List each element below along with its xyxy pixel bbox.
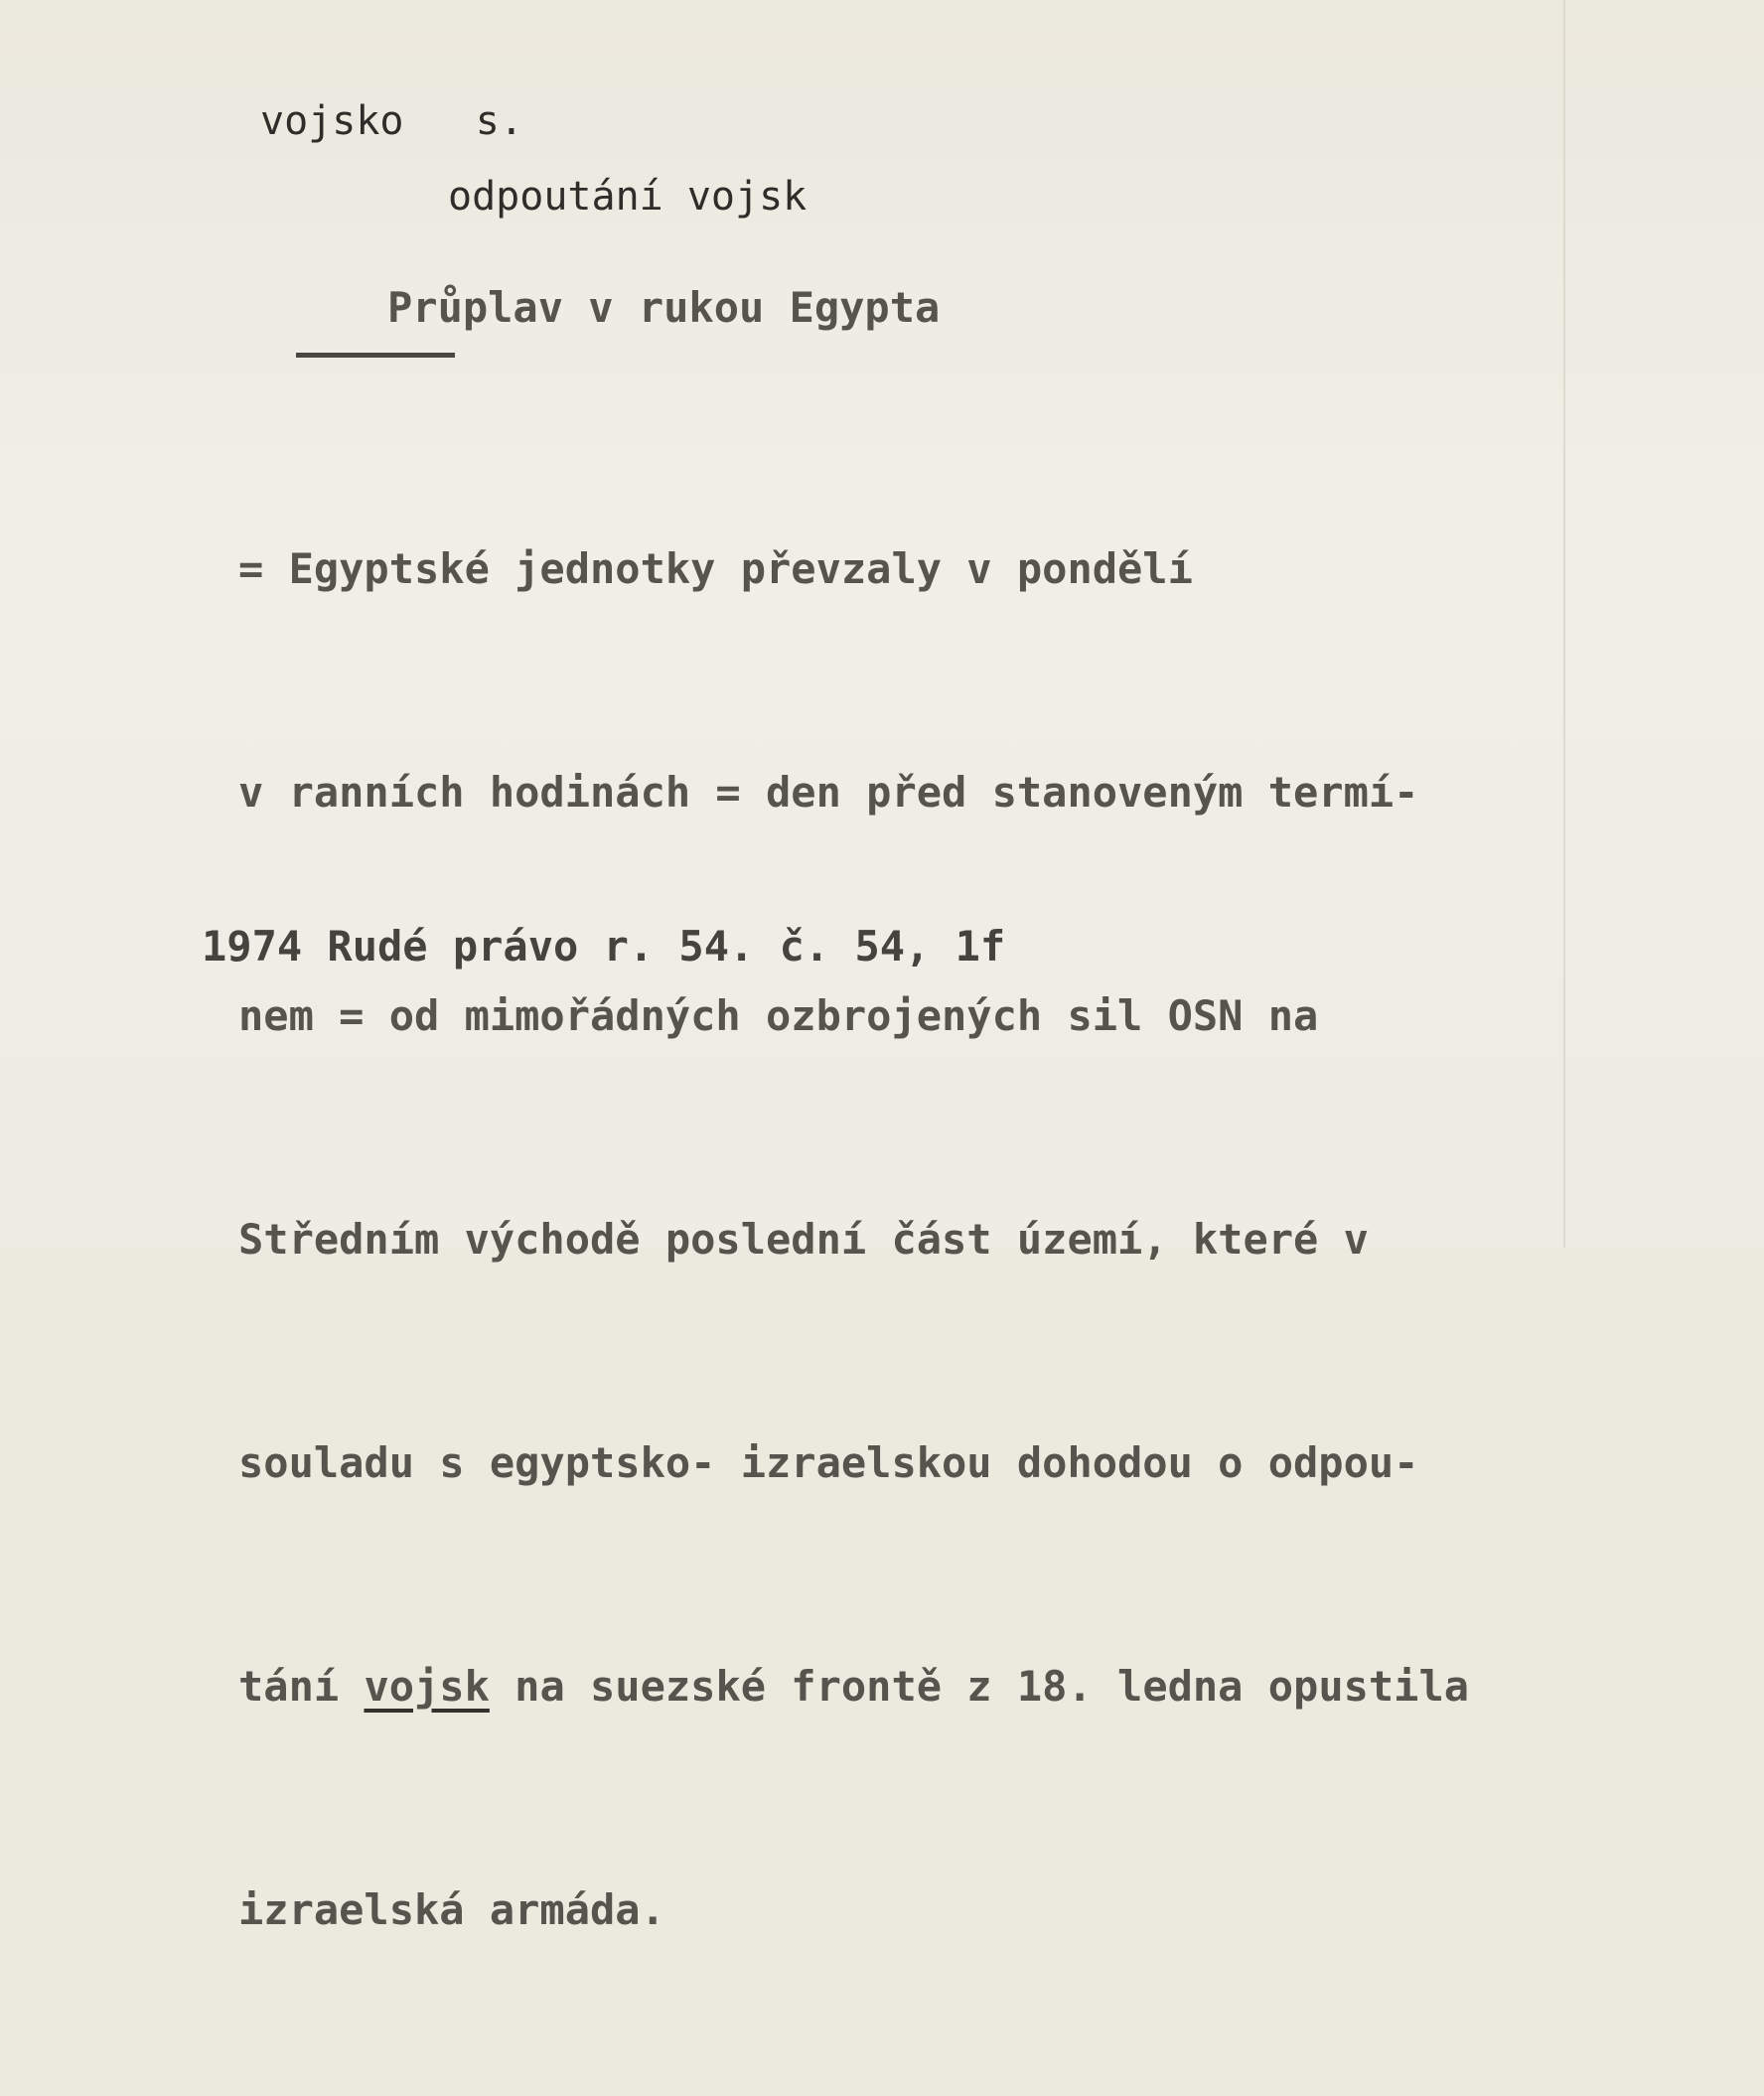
citation-line-1: = Egyptské jednotky převzaly v pondělí (238, 544, 1193, 593)
citation-line-5: souladu s egyptsko- izraelskou dohodou o odpou- (238, 1438, 1419, 1487)
phrase-entry: odpoutání vojsk (448, 174, 808, 220)
citation-line-6-start: tání (238, 1662, 365, 1711)
heading-underline (296, 353, 455, 358)
citation-text (238, 382, 1708, 2096)
citation-line-3: nem = od mimořádných ozbrojených sil OSN na (238, 991, 1319, 1040)
citation-line-4: Středním východě poslední část území, které v (238, 1215, 1369, 1264)
headword: vojsko s. (260, 98, 523, 144)
article-heading: Průplav v rukou Egypta (387, 283, 941, 332)
underlined-keyword: vojsk (364, 1662, 490, 1711)
citation-line-7: izraelská armáda. (238, 1885, 665, 1934)
citation-line-6 (238, 1649, 1708, 1723)
citation-line-2: v ranních hodinách = den před stanoveným termí- (238, 768, 1419, 817)
citation-line-6-end: na suezské frontě z 18. ledna opustila (489, 1662, 1470, 1711)
source-reference: 1974 Rudé právo r. 54. č. 54, 1f (202, 922, 1006, 971)
